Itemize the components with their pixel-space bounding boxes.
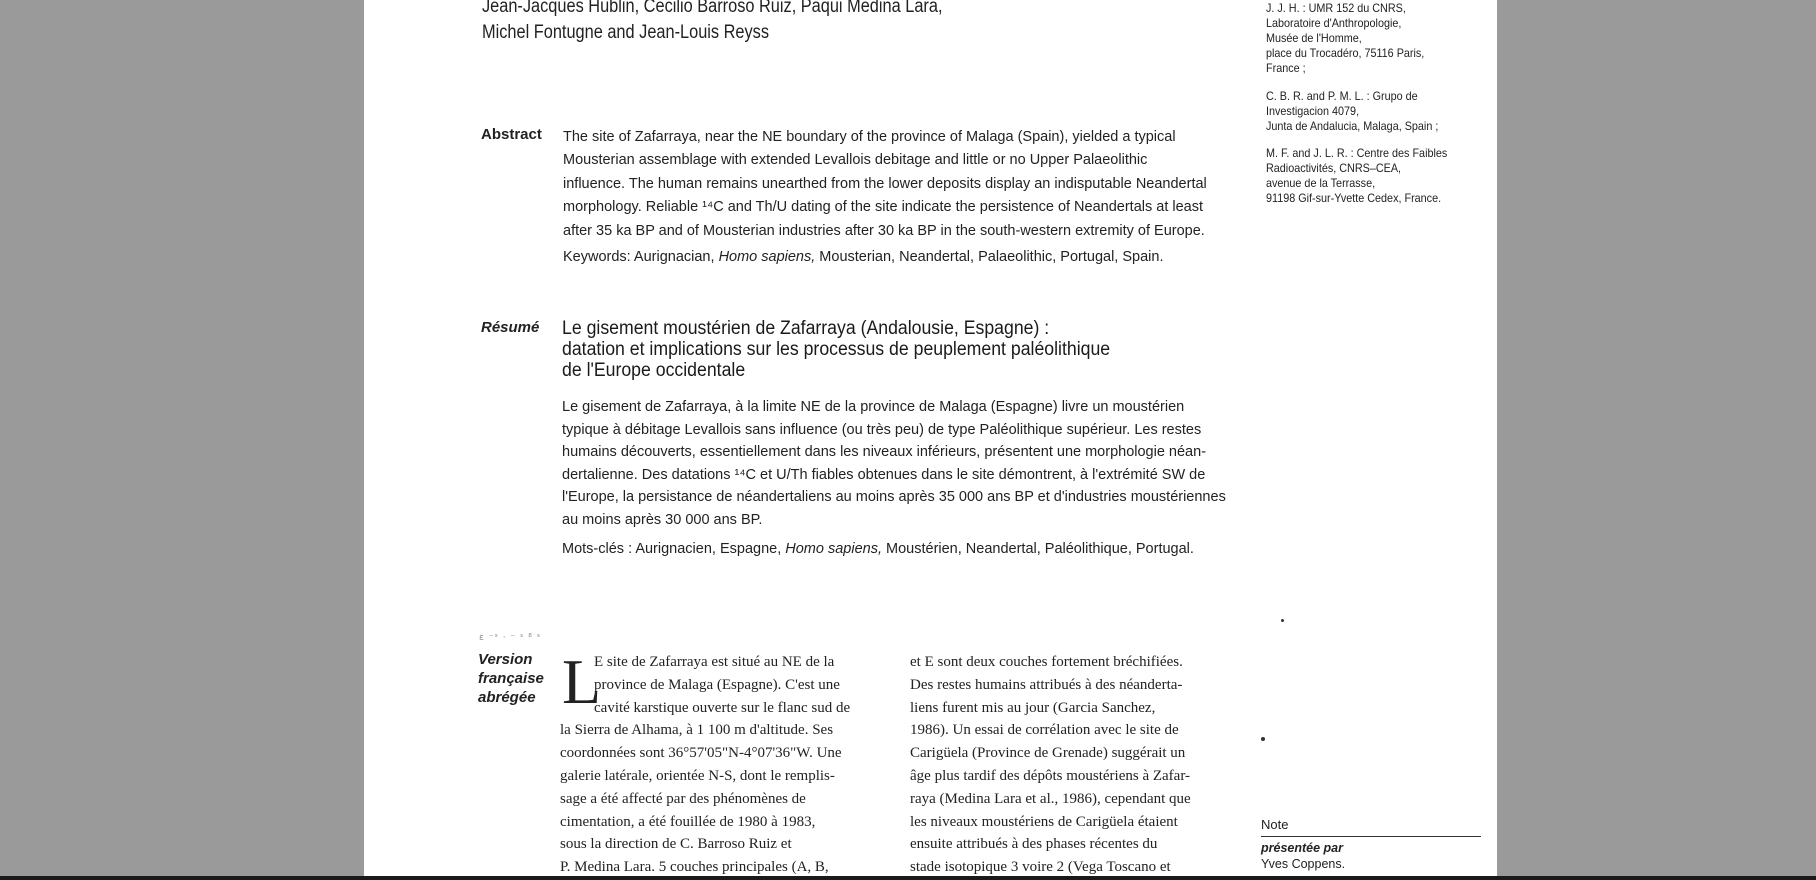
affiliation-line: place du Trocadéro, 75116 Paris, <box>1266 46 1425 60</box>
author-line-2: Michel Fontugne and Jean-Louis Reyss <box>482 22 770 43</box>
abstract-line: after 35 ka BP and of Mousterian industries after 30 ka BP in the south-western extremity of Europe. <box>563 222 1205 239</box>
version-label-line: Version <box>478 651 533 668</box>
drop-cap: L <box>562 646 602 717</box>
abstract-line: influence. The human remains unearthed from the lower deposits display an indisputable Neandertal <box>563 175 1207 192</box>
body-line: E site de Zafarraya est situé au NE de la <box>594 654 835 670</box>
abstract-line: morphology. Reliable ¹⁴C and Th/U dating of the site indicate the persistence of Neandertals at least <box>563 199 1204 216</box>
body-line: stade isotopique 3 voire 2 (Vega Toscano et <box>910 859 1171 876</box>
body-line: les niveaux moustériens de Carigüela étaient <box>910 813 1178 830</box>
note-label: Note <box>1261 817 1289 832</box>
affiliation-line: Investigacion 4079, <box>1266 104 1360 118</box>
body-line: liens furent mis au jour (Garcia Sanchez, <box>910 699 1156 716</box>
faint-scan-mark: ε ⁻ˢ · ⁻ ˢ ⁸ ˢ <box>479 633 542 643</box>
keywords-suffix: Moustérien, Neandertal, Paléolithique, Portugal. <box>881 540 1194 557</box>
body-line: province de Malaga (Espagne). C'est une <box>594 676 840 693</box>
scan-speck <box>1261 737 1265 741</box>
resume-keywords <box>562 538 1262 561</box>
abstract-line: The site of Zafarraya, near the NE boundary of the province of Malaga (Spain), yielded a typical <box>563 129 1176 145</box>
resume-line: humains découverts, essentiellement dans les niveaux inférieurs, présentent une morphologie néan- <box>562 444 1207 461</box>
resume-title-line: Le gisement moustérien de Zafarraya (Andalousie, Espagne) : <box>562 318 1050 339</box>
body-line: sous la direction de C. Barroso Ruiz et <box>560 836 792 853</box>
affiliation-line: Radioactivités, CNRS–CEA, <box>1266 161 1402 175</box>
keywords-italic: Homo sapiens, <box>785 540 882 557</box>
affiliation-line: avenue de la Terrasse, <box>1266 176 1376 190</box>
affiliation-3 <box>1266 146 1447 206</box>
body-line: sage a été affecté par des phénomènes de <box>560 790 806 807</box>
body-column-2 <box>910 651 1232 876</box>
resume-label: Résumé <box>481 319 540 336</box>
resume-line: Le gisement de Zafarraya, à la limite NE de la province de Malaga (Espagne) livre un moustérien <box>562 399 1185 415</box>
note-divider <box>1261 836 1481 837</box>
affiliation-2 <box>1266 89 1438 134</box>
resume-line: typique à débitage Levallois sans influence (ou très peu) de type Paléolithique supérieur. Les restes <box>562 421 1202 438</box>
scan-speck <box>1281 619 1284 622</box>
body-line: Des restes humains attribués à des néanderta- <box>910 676 1183 693</box>
keywords-prefix: Keywords: Aurignacian, <box>563 248 719 265</box>
author-line-1: Jean-Jacques Hublin, Cecilio Barroso Ruiz, Paqui Medina Lara, <box>482 0 943 17</box>
presented-by <box>1261 840 1345 872</box>
affiliation-line: J. J. H. : UMR 152 du CNRS, <box>1266 1 1406 15</box>
abstract-label: Abstract <box>481 126 542 143</box>
resume-title-line: de l'Europe occidentale <box>562 360 746 381</box>
affiliation-1 <box>1266 1 1424 76</box>
resume-body <box>562 396 1262 560</box>
body-line: et E sont deux couches fortement bréchifiées. <box>910 654 1183 670</box>
abstract-keywords <box>563 246 1263 269</box>
body-column-1 <box>560 646 882 876</box>
version-label-line: française <box>478 670 544 687</box>
presenter-name: Yves Coppens. <box>1261 857 1346 871</box>
affiliation-line: M. F. and J. L. R. : Centre des Faibles <box>1266 146 1448 160</box>
abstract-body <box>563 126 1263 269</box>
body-line: raya (Medina Lara et al., 1986), cependant que <box>910 790 1191 807</box>
affiliation-line: C. B. R. and P. M. L. : Grupo de <box>1266 89 1418 103</box>
keywords-italic: Homo sapiens, <box>718 248 816 265</box>
affiliation-line: 91198 Gif-sur-Yvette Cedex, France. <box>1266 191 1442 205</box>
body-line: âge plus tardif des dépôts moustériens à Zafar- <box>910 767 1191 784</box>
affiliation-line: Musée de l'Homme, <box>1266 31 1362 45</box>
body-line: cavité karstique ouverte sur le flanc sud de <box>594 699 851 716</box>
viewer-bottom-bar <box>0 876 1816 880</box>
resume-line: dertalienne. Des datations ¹⁴C et U/Th fiables obtenues dans le site démontrent, à l'extrémité SW de <box>562 466 1206 483</box>
document-page <box>364 0 1497 876</box>
body-line: P. Medina Lara. 5 couches principales (A, B, <box>560 859 829 876</box>
body-line: la Sierra de Alhama, à 1 100 m d'altitude. Ses <box>560 722 834 739</box>
resume-title <box>562 318 1110 381</box>
version-label <box>478 650 544 707</box>
resume-line: au moins après 30 000 ans BP. <box>562 511 763 528</box>
resume-line: l'Europe, la persistance de néandertaliens au moins après 35 000 ans BP et d'industries moustériennes <box>562 489 1226 506</box>
version-label-line: abrégée <box>478 689 536 706</box>
body-line: galerie latérale, orientée N-S, dont le remplis- <box>560 767 835 784</box>
keywords-prefix: Mots-clés : Aurignacien, Espagne, <box>562 540 786 557</box>
affiliation-line: France ; <box>1266 61 1306 75</box>
affiliation-line: Junta de Andalucia, Malaga, Spain ; <box>1266 119 1439 133</box>
body-line: coordonnées sont 36°57'05"N-4°07'36"W. Une <box>560 745 842 762</box>
abstract-line: Mousterian assemblage with extended Levallois debitage and little or no Upper Palaeolithic <box>563 152 1148 169</box>
presented-label: présentée par <box>1261 841 1343 855</box>
body-line: Carigüela (Province de Grenade) suggérait un <box>910 745 1186 762</box>
affiliation-line: Laboratoire d'Anthropologie, <box>1266 16 1402 30</box>
author-list <box>482 0 942 46</box>
body-line: cimentation, a été fouillée de 1980 à 1983, <box>560 813 816 830</box>
keywords-suffix: Mousterian, Neandertal, Palaeolithic, Portugal, Spain. <box>815 248 1164 265</box>
resume-title-line: datation et implications sur les processus de peuplement paléolithique <box>562 339 1111 360</box>
body-line: ensuite attribués à des phases récentes du <box>910 836 1158 853</box>
body-line: 1986). Un essai de corrélation avec le site de <box>910 722 1179 739</box>
